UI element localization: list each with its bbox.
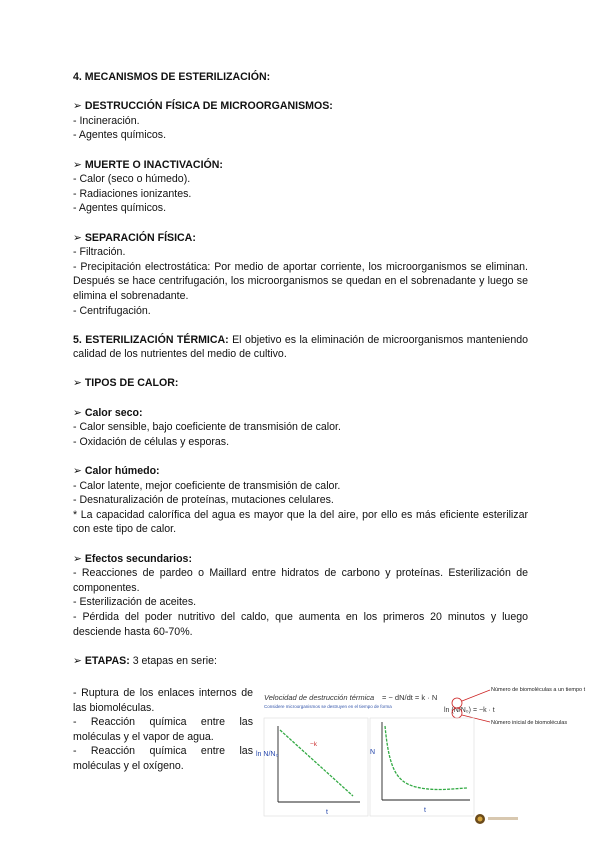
annotation-n xyxy=(491,687,586,693)
subheading-muerte: ➢ MUERTE O INACTIVACIÓN: xyxy=(73,158,223,171)
section-heading-4: 4. MECANISMOS DE ESTERILIZACIÓN: xyxy=(73,71,271,83)
list-item: - Radiaciones ionizantes. xyxy=(73,187,192,200)
graph1-ylabel: ln N/N₀ xyxy=(256,751,279,758)
list-item: - Agentes químicos. xyxy=(73,202,167,215)
subheading-tipos: ➢ TIPOS DE CALOR: xyxy=(73,377,179,390)
list-item: - Reacción química entre las moléculas y el vapor de agua. xyxy=(73,716,253,743)
subheading-calor-humedo: ➢ Calor húmedo: xyxy=(73,465,160,478)
paragraph-precipitacion: - Precipitación electrostática: Por medio de aportar corriente, los microorganismos se eliminan. Después se hace centrifugación, los microorganismos se quedan en el sobrenadante y luego se elimina el sobrenadante. xyxy=(73,260,528,302)
subheading-calor-seco: ➢ Calor seco: xyxy=(73,406,143,419)
eq-text: Velocidad de destrucción térmica xyxy=(264,693,375,702)
graph2-xlabel: t xyxy=(424,807,426,814)
etapas-text: 3 etapas en serie: xyxy=(129,654,217,667)
section-efectos xyxy=(73,552,528,640)
graph1-xlabel: t xyxy=(326,809,328,816)
subheading-destruccion: ➢ DESTRUCCIÓN FÍSICA DE MICROORGANISMOS: xyxy=(73,100,333,113)
heading-5-text: El objetivo es la eliminación de microorganismos manteniendo calidad de los nutrientes del medio de cultivo. xyxy=(73,333,528,361)
watermark-logo xyxy=(474,812,524,826)
eq-formula: = − dN/dt = k · N xyxy=(382,693,438,702)
list-item: - Reacciones de pardeo o Maillard entre hidratos de carbono y proteínas. Esterilización de componentes. xyxy=(73,567,528,594)
list-item: - Agentes químicos. xyxy=(73,129,167,142)
subheading-etapas: ➢ ETAPAS: xyxy=(73,654,130,667)
logo-text-bar xyxy=(488,817,518,820)
list-item: - Filtración. xyxy=(73,246,126,259)
subheading-separacion: ➢ SEPARACIÓN FÍSICA: xyxy=(73,231,196,244)
watermark-logo-svg xyxy=(474,812,524,826)
graph2-curve xyxy=(385,726,468,790)
graph1-slope-label: −k xyxy=(310,741,318,748)
annotation-n0: Número inicial de biomoléculas xyxy=(491,720,568,726)
list-item: - Ruptura de los enlaces internos de las biomoléculas. xyxy=(73,687,253,714)
section-separacion xyxy=(73,231,528,319)
list-item: - Centrifugación. xyxy=(73,304,151,317)
list-item: - Reacción química entre las moléculas y el oxígeno. xyxy=(73,745,253,772)
list-item: - Oxidación de células y esporas. xyxy=(73,435,230,448)
thermal-destruction-figure xyxy=(256,687,598,820)
section-heading-5 xyxy=(73,333,528,362)
list-item: - Desnaturalización de proteínas, mutaciones celulares. xyxy=(73,494,334,507)
arrow-n xyxy=(462,690,490,701)
section-etapas xyxy=(73,654,528,669)
list-item: - Esterilización de aceites. xyxy=(73,596,197,609)
graph2-ylabel: N xyxy=(370,749,376,756)
graph1-line xyxy=(280,730,353,796)
document-body xyxy=(73,70,528,668)
arrow-n0 xyxy=(462,715,490,722)
list-item: - Pérdida del poder nutritivo del caldo, que aumenta en los primeros 20 minutos y luego desciende hasta 60-70%. xyxy=(73,610,528,638)
list-item: - Calor (seco o húmedo). xyxy=(73,173,191,186)
section-muerte xyxy=(73,158,528,216)
figure-svg xyxy=(256,687,598,820)
section-destruccion xyxy=(73,99,528,143)
section-calor-seco xyxy=(73,406,528,450)
list-item: - Calor latente, mejor coeficiente de transmisión de calor. xyxy=(73,479,341,492)
list-item: - Incineración. xyxy=(73,114,140,127)
eq-subtitle: Considere microorganismos se destruyen en el tiempo de forma xyxy=(264,704,392,709)
subheading-efectos: ➢ Efectos secundarios: xyxy=(73,552,192,565)
graph1-frame xyxy=(264,718,368,816)
seal-icon-inner xyxy=(478,817,483,822)
section-calor-humedo xyxy=(73,464,528,537)
heading-5-title: 5. ESTERILIZACIÓN TÉRMICA: xyxy=(73,333,229,346)
annotation-n-text: Número de biomoléculas a un tiempo t xyxy=(491,687,586,693)
ln-formula: ln (N/N₀) = −k · t xyxy=(444,707,495,714)
list-item: - Calor sensible, bajo coeficiente de transmisión de calor. xyxy=(73,421,341,434)
note-paragraph: * La capacidad calorífica del agua es mayor que la del aire, por ello es más eficiente esterilizar con este tipo de calor. xyxy=(73,508,528,536)
etapas-list xyxy=(73,686,253,774)
